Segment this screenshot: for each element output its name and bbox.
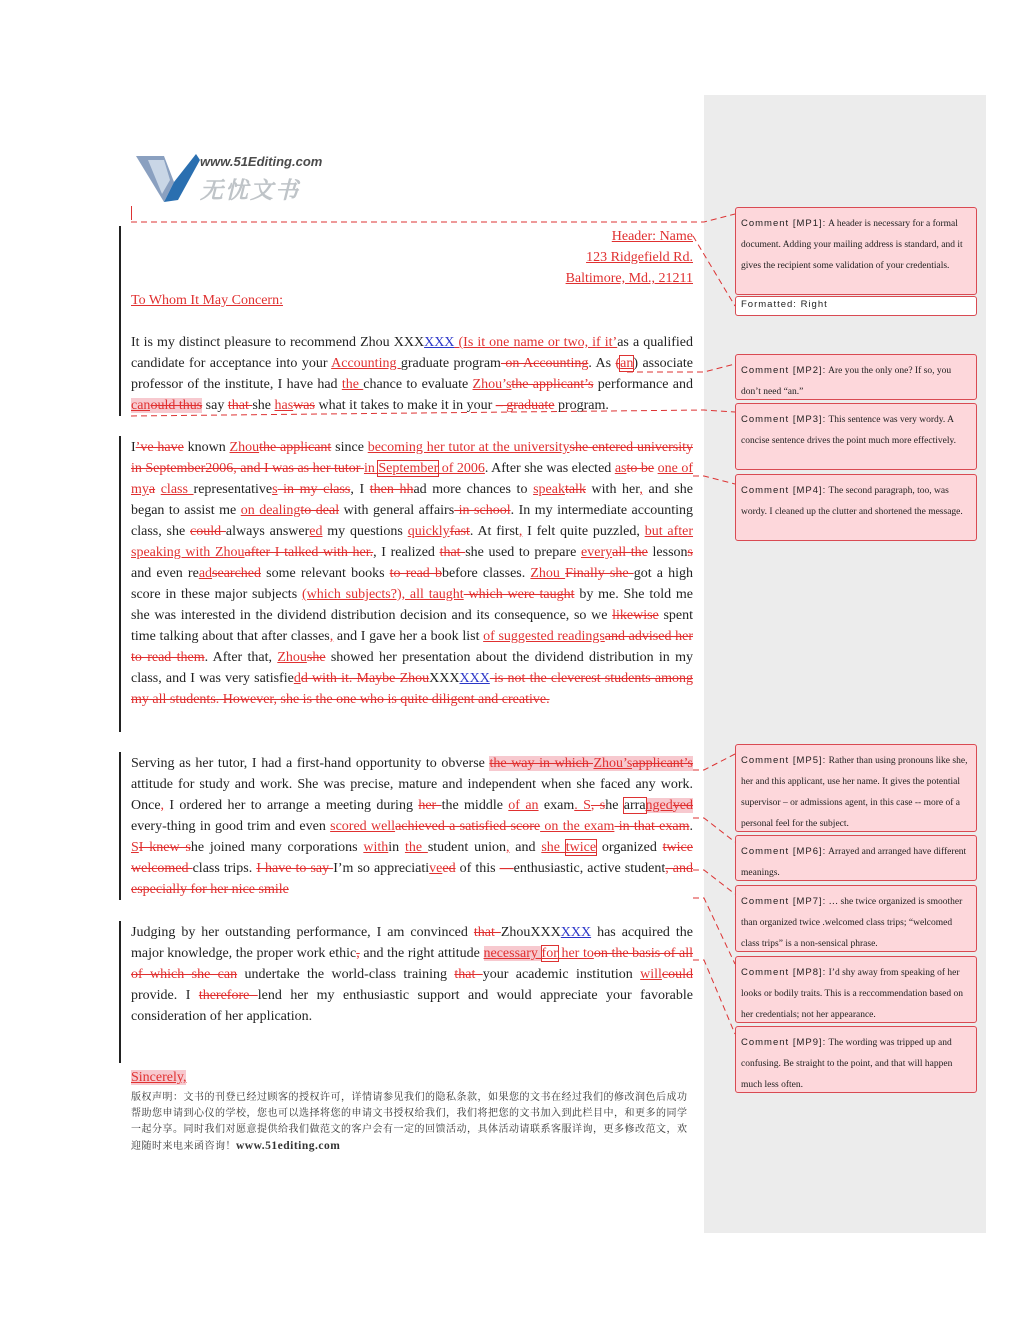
text-run: and the right attitude [359, 946, 484, 961]
inserted-text: quickly [407, 524, 450, 539]
deleted-text: searched [212, 566, 261, 581]
text-run: performance and [593, 377, 693, 392]
paragraph-3 [131, 753, 693, 900]
inserted-text: an [620, 356, 634, 371]
inserted-text: XXX [459, 671, 490, 686]
inserted-text: becoming her tutor at the university [367, 440, 570, 455]
deleted-text: , [356, 946, 360, 961]
text-run: he [605, 798, 624, 813]
inserted-text: has [274, 398, 294, 413]
inserted-text: on the exam [540, 819, 615, 834]
deleted-text: yed [672, 798, 693, 813]
change-bar [119, 752, 121, 900]
inserted-text: XXX [393, 335, 425, 350]
inserted-text: with [363, 840, 389, 855]
deleted-text: could [661, 967, 694, 982]
text-run: exam [538, 798, 575, 813]
deleted-text: that [227, 398, 253, 413]
text-run: your academic institution [482, 967, 641, 982]
deleted-text: after I talked with her. [244, 545, 374, 560]
deleted-text: talk [564, 482, 586, 497]
text-run: ad more chances to [413, 482, 534, 497]
inserted-text: , [160, 798, 165, 813]
text-run: lend her my enthusiastic support and would appreciate your favorable consideration of her application. [131, 988, 693, 1024]
deleted-text: she [306, 650, 326, 665]
text-run: . In my intermediate accounting class, she [131, 503, 693, 539]
inserted-text: d [293, 671, 301, 686]
text-run: provide. I [131, 988, 199, 1003]
text-run: Judging by her outstanding performance, I am convinced [131, 925, 474, 940]
text-run: before classes. [441, 566, 531, 581]
deleted-text: ould thus [150, 398, 203, 413]
deleted-text: to deal [300, 503, 340, 518]
comment-mp1[interactable]: Comment [MP1]: A header is necessary for a formal document. Adding your mailing address is standard, and it gives the recipient some validation of your credentials. [735, 207, 977, 295]
text-run: attitude for study and work. She was precise, mature and independent when she faced any work. Once [131, 777, 693, 813]
text-run: spent time talking about that after classes [131, 608, 693, 644]
deleted-text: likewise [612, 608, 659, 623]
text-run: I’m so appreciati [333, 861, 430, 876]
text-run: the middle [441, 798, 509, 813]
deleted-text: — [499, 861, 514, 876]
deleted-text: in my class [277, 482, 351, 497]
inserted-text: XXX [424, 335, 455, 350]
inserted-text: Zhou’s [472, 377, 512, 392]
deleted-text: ed [442, 861, 456, 876]
inserted-text: can [131, 398, 151, 413]
paragraph-1 [131, 332, 693, 416]
text-run: has acquired the major knowledge, the proper work ethic [131, 925, 693, 961]
deleted-text: she entered university in September2006, and I was as her tutor [131, 440, 693, 476]
header-name: Header: Name [611, 229, 693, 244]
text-run: organized [596, 840, 663, 855]
deleted-text: I knew s [138, 840, 191, 855]
inserted-text: ed [309, 524, 323, 539]
deleted-text: , s [590, 798, 606, 813]
deleted-text: s [687, 545, 693, 560]
inserted-text: on dealing [240, 503, 301, 518]
text-run: and [509, 840, 542, 855]
letter-header [131, 226, 693, 289]
deleted-text: was [293, 398, 315, 413]
inserted-text: of suggested readings [483, 629, 605, 644]
deleted-text: in school [454, 503, 511, 518]
inserted-text: (which subjects?), all taught [301, 587, 464, 602]
text-run: enthusiastic, active student [513, 861, 666, 876]
text-run: by me. She told me she was interested in the dividend distribution decision and its consequence, so we [131, 587, 693, 623]
inserted-text: one of my [131, 461, 694, 497]
inserted-text: every [581, 545, 613, 560]
inserted-text: September [378, 461, 439, 476]
text-run: . After she was elected [484, 461, 615, 476]
inserted-text: her to [557, 946, 594, 961]
insertion-cursor [131, 206, 132, 220]
inserted-text: Accounting [331, 356, 401, 371]
deleted-text: fast [449, 524, 470, 539]
inserted-text: scored well [330, 819, 396, 834]
inserted-text: Zhou [530, 566, 566, 581]
deleted-text: on Accounting [500, 356, 589, 371]
text-run: I felt quite puzzled, [522, 524, 645, 539]
deleted-text: that [454, 967, 483, 982]
text-run: in [388, 840, 405, 855]
text-run: and she began to assist me [131, 482, 693, 518]
text-run: , I realized [373, 545, 440, 560]
inserted-text: , [505, 840, 510, 855]
inserted-text: as [614, 461, 627, 476]
inserted-text: XXX [530, 925, 561, 940]
inserted-text: Zhou’s [593, 756, 633, 771]
text-run: known [183, 440, 230, 455]
inserted-text: Zhou [229, 440, 260, 455]
inserted-text: , [518, 524, 523, 539]
comment-mp5[interactable]: Comment [MP5]: Rather than using pronouns like she, her and this applicant, use her name. It gives the potential supervisor – or admissions agent, in this case -- more of a personal feel for the subject. [735, 744, 977, 832]
text-run: say [202, 398, 228, 413]
deleted-text: the applicant [259, 440, 332, 455]
inserted-text: in [363, 461, 379, 476]
inserted-text: S [131, 840, 139, 855]
text-run: since [331, 440, 368, 455]
inserted-text: s [272, 482, 278, 497]
inserted-text: of an [508, 798, 539, 813]
deleted-text: her [418, 798, 442, 813]
deleted-text: twice welcomed [131, 840, 693, 876]
deleted-text: which were taught [463, 587, 575, 602]
inserted-text: (Is it one name or two, if it’ [454, 335, 618, 350]
salutation: To Whom It May Concern: [131, 293, 283, 308]
header-street: 123 Ridgefield Rd. [586, 250, 693, 265]
text-run: she used to prepare [465, 545, 582, 560]
inserted-text: nged [645, 798, 673, 813]
change-bar [119, 921, 121, 1063]
text-run: with general affairs [339, 503, 455, 518]
text-run: class trips. [192, 861, 257, 876]
text-run: ) associate professor of the institute, I have had [131, 356, 693, 392]
text-run: every-thing in good trim and even [131, 819, 331, 834]
comment-mp9[interactable]: Comment [MP9]: The wording was tripped up and confusing. Be straight to the point, and that will happen much less often. [735, 1026, 977, 1093]
deleted-text: achieved a satisfied score [395, 819, 541, 834]
comment-mp3[interactable]: Comment [MP3]: This sentence was very wordy. A concise sentence drives the point much more effectively. [735, 403, 977, 470]
deleted-text: ’ve have [135, 440, 184, 455]
deleted-text: to be [626, 461, 655, 476]
text-run: student union [427, 840, 506, 855]
text-run: and I gave her a book list [333, 629, 484, 644]
paragraph-4 [131, 922, 693, 1027]
change-bar [119, 226, 121, 416]
inserted-text: the [404, 840, 428, 855]
text-run: of this [455, 861, 500, 876]
text-run: with her [585, 482, 640, 497]
footer-url: www.51editing.com [236, 1140, 341, 1152]
comment-mp8[interactable]: Comment [MP8]: I’d shy away from speaking of her looks or bodily traits. This is a reccommendation based on her credentials; not her appearance. [735, 956, 977, 1023]
inserted-text: Zhou [277, 650, 307, 665]
inserted-text: class [160, 482, 194, 497]
signature: Sincerely, [131, 1070, 187, 1085]
deleted-text: could [190, 524, 226, 539]
inserted-text: XXX [429, 671, 460, 686]
deleted-text: is not the cleverest students among my all students. However, she is the one who is quite diligent and creative. [131, 671, 693, 707]
text-run: chance to evaluate [363, 377, 473, 392]
text-run: she [252, 398, 275, 413]
text-run: undertake the world-class training [237, 967, 455, 982]
text-run: I ordered her to arrange a meeting during [164, 798, 419, 813]
inserted-text: , [639, 482, 643, 497]
inserted-text: will [640, 967, 662, 982]
text-run: my questions [322, 524, 408, 539]
deleted-text: on the basis of all of which she can [131, 946, 694, 982]
inserted-text: ve [429, 861, 443, 876]
text-run: Zhou [500, 925, 531, 940]
comment-mp7[interactable]: Comment [MP7]: … she twice organized is smoother than organized twice .welcomed class trips; “welcomed class trips” is a non-sensical phrase. [735, 885, 977, 952]
inserted-text: . S [574, 798, 591, 813]
text-run: as a qualified candidate for acceptance into your [131, 335, 693, 371]
inserted-text: XXX [560, 925, 592, 940]
deleted-text: ( [615, 356, 621, 371]
inserted-text: speak [533, 482, 565, 497]
deleted-text: therefore [198, 988, 258, 1003]
deleted-text: then hh [369, 482, 414, 497]
inserted-text: necessary [483, 946, 542, 961]
comment-mp2[interactable]: Comment [MP2]: Are you the only one? If so, you don’t need “an.” [735, 354, 977, 400]
text-run: , I [350, 482, 370, 497]
inserted-text: but after speaking with Zhou [131, 524, 694, 560]
text-run: . At first [469, 524, 519, 539]
text-run: he joined many corporations [190, 840, 364, 855]
inserted-text: arra [623, 798, 646, 813]
text-run: got a high score in these major subjects [131, 566, 693, 602]
text-run: what it takes to make it in your [314, 398, 496, 413]
logo-chinese-name: 无忧文书 [200, 178, 300, 204]
deleted-text: I have to say [256, 861, 334, 876]
text-run: always answer [225, 524, 310, 539]
formatted-note[interactable]: Formatted: Right [735, 296, 977, 316]
deleted-text: and advised her to read them [131, 629, 693, 665]
deleted-text: all the [612, 545, 648, 560]
text-run: Serving as her tutor, I had a first-hand opportunity to obverse [131, 756, 490, 771]
copyright-footer [131, 1090, 693, 1155]
deleted-text: d with it. Maybe Zhou [300, 671, 430, 686]
text-run: some relevant books [261, 566, 390, 581]
change-bar [119, 436, 121, 732]
deleted-text: that [473, 925, 501, 940]
text-run: I [131, 440, 136, 455]
deleted-text: that [439, 545, 466, 560]
deleted-text: the way in which [489, 756, 594, 771]
text-run: showed her presentation about the dividend distribution in my class, and I was very satisfie [131, 650, 693, 686]
logo-url: www.51Editing.com [200, 154, 323, 169]
deleted-text: – graduate [495, 398, 555, 413]
deleted-text: , and especially for her nice smile [131, 861, 694, 897]
comment-mp4[interactable]: Comment [MP4]: The second paragraph, too, was wordy. I cleaned up the clutter and shortened the message. [735, 474, 977, 541]
inserted-text: for [541, 946, 558, 961]
deleted-text: a [148, 482, 156, 497]
deleted-text: Finally she [565, 566, 634, 581]
text-run: and even re [131, 566, 199, 581]
text-run: . [689, 819, 693, 834]
text-run: . As [588, 356, 616, 371]
inserted-text: of 2006 [438, 461, 485, 476]
header-city: Baltimore, Md., 21211 [565, 271, 693, 286]
inserted-text: ad [198, 566, 213, 581]
text-run: lesson [647, 545, 688, 560]
text-run: It is my distinct pleasure to recommend Zhou [131, 335, 394, 350]
inserted-text: , [329, 629, 334, 644]
comment-mp6[interactable]: Comment [MP6]: Arrayed and arranged have different meanings. [735, 835, 977, 881]
deleted-text: to read b [389, 566, 442, 581]
deleted-text: applicant’s [632, 756, 694, 771]
inserted-text: she [541, 840, 566, 855]
deleted-text: in that exam [614, 819, 690, 834]
inserted-text: the [341, 377, 364, 392]
text-run: representative [193, 482, 273, 497]
text-run: program. [554, 398, 609, 413]
paragraph-2 [131, 437, 693, 710]
footer-text: 版权声明：文书的刊登已经过顾客的授权许可，详情请参见我们的隐私条款，如果您的文书在经过我们的修改润色后成功帮助您申请到心仪的学校，您也可以选择将您的申请文书授权给我们，我们将把您的文书加入到此栏目中，和更多的同学一起分享。同时我们对愿意提供给我们做范文的客户会有一定的回馈活动，具体活动请联系客服详询，更多修改范文，欢迎随时来电来函咨询！ [131, 1092, 688, 1152]
text-run: graduate program [400, 356, 501, 371]
deleted-text: the applicant’s [511, 377, 594, 392]
inserted-text: twice [565, 840, 597, 855]
text-run: . After that, [204, 650, 278, 665]
